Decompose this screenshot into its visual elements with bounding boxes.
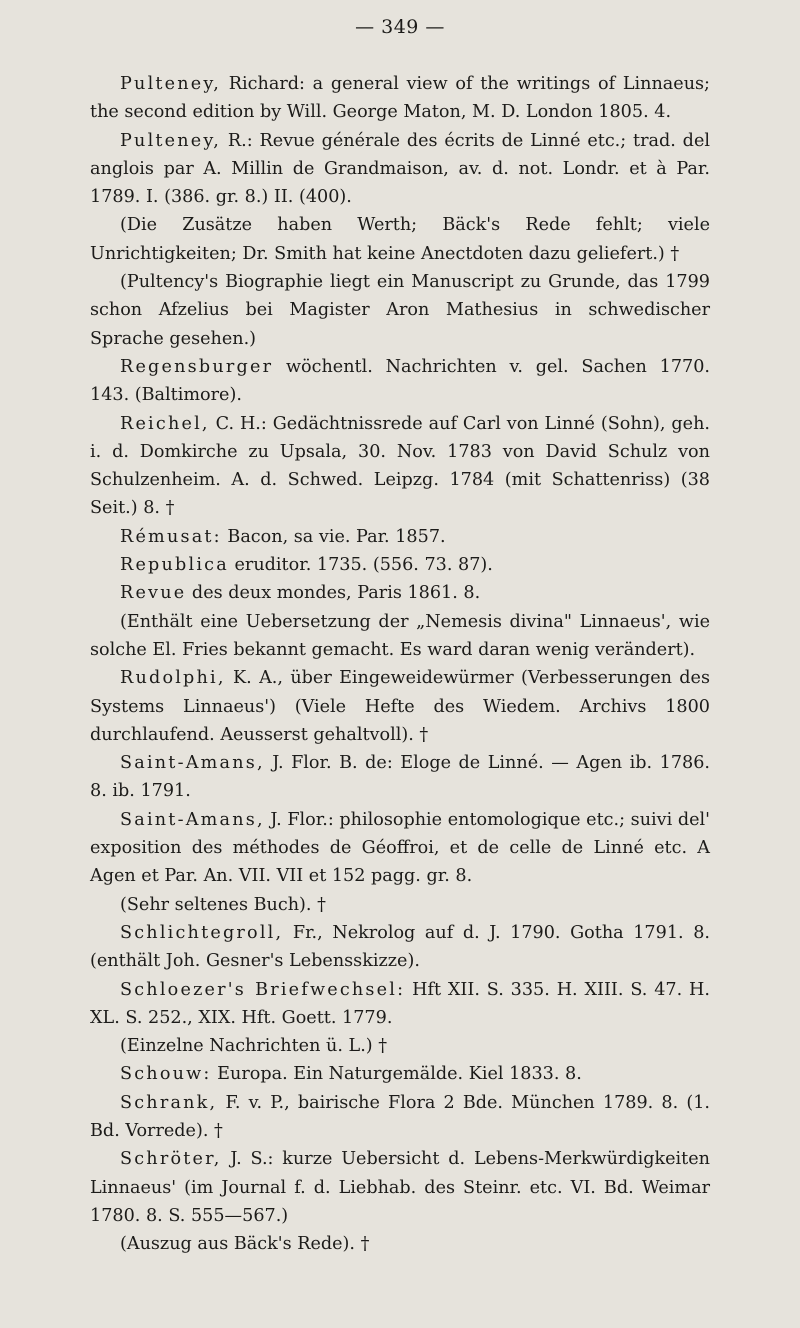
bibliography-entry (90, 806, 710, 891)
entry-text: des deux mondes, Paris 1861. 8. (186, 583, 481, 604)
entry-text: (Die Zusätze haben Werth; Bäck's Rede fehlt; viele Unrichtigkeiten; Dr. Smith hat keine Anectdoten dazu geliefert.) † (90, 215, 710, 264)
entry-text: (Einzelne Nachrichten ü. L.) † (120, 1036, 388, 1057)
entry-text: R.: Revue générale des écrits de Linné etc.; trad. del anglois par A. Millin de Grandmaison, av. d. not. Londr. et à Par. 1789. I. (386. gr. 8.) II. (400). (90, 130, 710, 208)
bibliography-entry (90, 127, 710, 212)
entry-author: Saint-Amans, (120, 753, 265, 774)
entry-author: Pulteney, (120, 74, 222, 94)
page-number: — 349 — (355, 16, 445, 38)
bibliography-entry (90, 1089, 710, 1146)
bibliography-entry (90, 749, 710, 806)
bibliography-entry (90, 70, 710, 127)
entry-text: (Enthält eine Uebersetzung der „Nemesis divina" Linnaeus', wie solche El. Fries bekannt gemacht. Es ward daran wenig verändert). (90, 611, 710, 660)
entry-author: Reichel, (120, 413, 210, 434)
entry-text: Bacon, sa vie. Par. 1857. (221, 526, 446, 547)
entry-text: J. Flor.: philosophie entomologique etc.; suivi del' exposition des méthodes de Géoffroi, et de celle de Linné etc. A Agen et Par. An. VII. VII et 152 pagg. gr. 8. (90, 809, 710, 887)
bibliography-entry (90, 353, 710, 410)
entry-author: Revue (120, 583, 187, 604)
entry-text: (Auszug aus Bäck's Rede). † (120, 1234, 370, 1255)
bibliography-entry (90, 1230, 710, 1258)
bibliography-entry (90, 891, 710, 919)
entry-author: Schröter, (120, 1149, 222, 1170)
entry-text: C. H.: Gedächtnissrede auf Carl von Linné (Sohn), geh. i. d. Domkirche zu Upsala, 30. Nov. 1783 von David Schulz von Schulzenheim. A. d. Schwed. Leipzg. 1784 (mit Schattenriss) (38 Seit.) 8. † (90, 413, 710, 519)
entry-text: (Pultency's Biographie liegt ein Manuscript zu Grunde, das 1799 schon Afzelius bei Magister Aron Mathesius in schwedischer Sprache gesehen.) (90, 272, 710, 349)
bibliography-entry (90, 523, 710, 551)
entry-text: Fr., Nekrolog auf d. J. 1790. Gotha 1791. 8. (enthält Joh. Gesner's Lebensskizze). (90, 922, 710, 972)
bibliography-entry (90, 608, 710, 665)
bibliography-entry (90, 551, 710, 579)
bibliography-entry (90, 919, 710, 976)
entry-text: eruditor. 1735. (556. 73. 87). (228, 555, 493, 576)
bibliography-entry (90, 268, 710, 353)
entry-text: J. S.: kurze Uebersicht d. Lebens-Merkwürdigkeiten Linnaeus' (im Journal f. d. Liebhab. des Steinr. etc. VI. Bd. Weimar 1780. 8. S. 555—567.) (90, 1149, 710, 1226)
bibliography-entry (90, 976, 710, 1033)
entry-text: Richard: a general view of the writings of Linnaeus; the second edition by Will. George Maton, M. D. London 1805. 4. (90, 74, 710, 123)
entry-text: Hft XII. S. 335. H. XIII. S. 47. H. XL. S. 252., XIX. Hft. Goett. 1779. (90, 979, 710, 1028)
entry-author: Rémusat: (120, 526, 222, 547)
entry-author: Pulteney, (120, 130, 222, 151)
entry-text: (Sehr seltenes Buch). † (120, 894, 326, 915)
bibliography-entries (90, 70, 710, 1258)
entry-author: Republica (120, 555, 229, 576)
entry-author: Rudolphi, (120, 668, 226, 689)
bibliography-entry (90, 664, 710, 749)
bibliography-entry (90, 1032, 710, 1060)
entry-text: Europa. Ein Naturgemälde. Kiel 1833. 8. (211, 1064, 582, 1085)
bibliography-entry (90, 1145, 710, 1230)
entry-text: F. v. P., bairische Flora 2 Bde. München 1789. 8. (1. Bd. Vorrede). † (90, 1092, 710, 1141)
entry-author: Schouw: (120, 1064, 212, 1085)
entry-author: Regensburger (120, 356, 274, 377)
entry-text: J. Flor. B. de: Eloge de Linné. — Agen ib. 1786. 8. ib. 1791. (90, 753, 710, 802)
entry-author: Saint-Amans, (120, 809, 265, 830)
entry-author: Schrank, (120, 1092, 218, 1113)
bibliography-entry (90, 211, 710, 268)
entry-text: K. A., über Eingeweidewürmer (Verbesserungen des Systems Linnaeus') (Viele Hefte des Wiedem. Archivs 1800 durchlaufend. Aeusserst gehaltvoll). † (90, 668, 710, 745)
entry-author: Schlichtegroll, (120, 922, 284, 943)
entry-author: Schloezer's Briefwechsel: (120, 979, 406, 1000)
entry-text: wöchentl. Nachrichten v. gel. Sachen 1770. 143. (Baltimore). (90, 356, 710, 406)
bibliography-entry (90, 410, 710, 523)
bibliography-entry (90, 1060, 710, 1088)
bibliography-entry (90, 579, 710, 607)
